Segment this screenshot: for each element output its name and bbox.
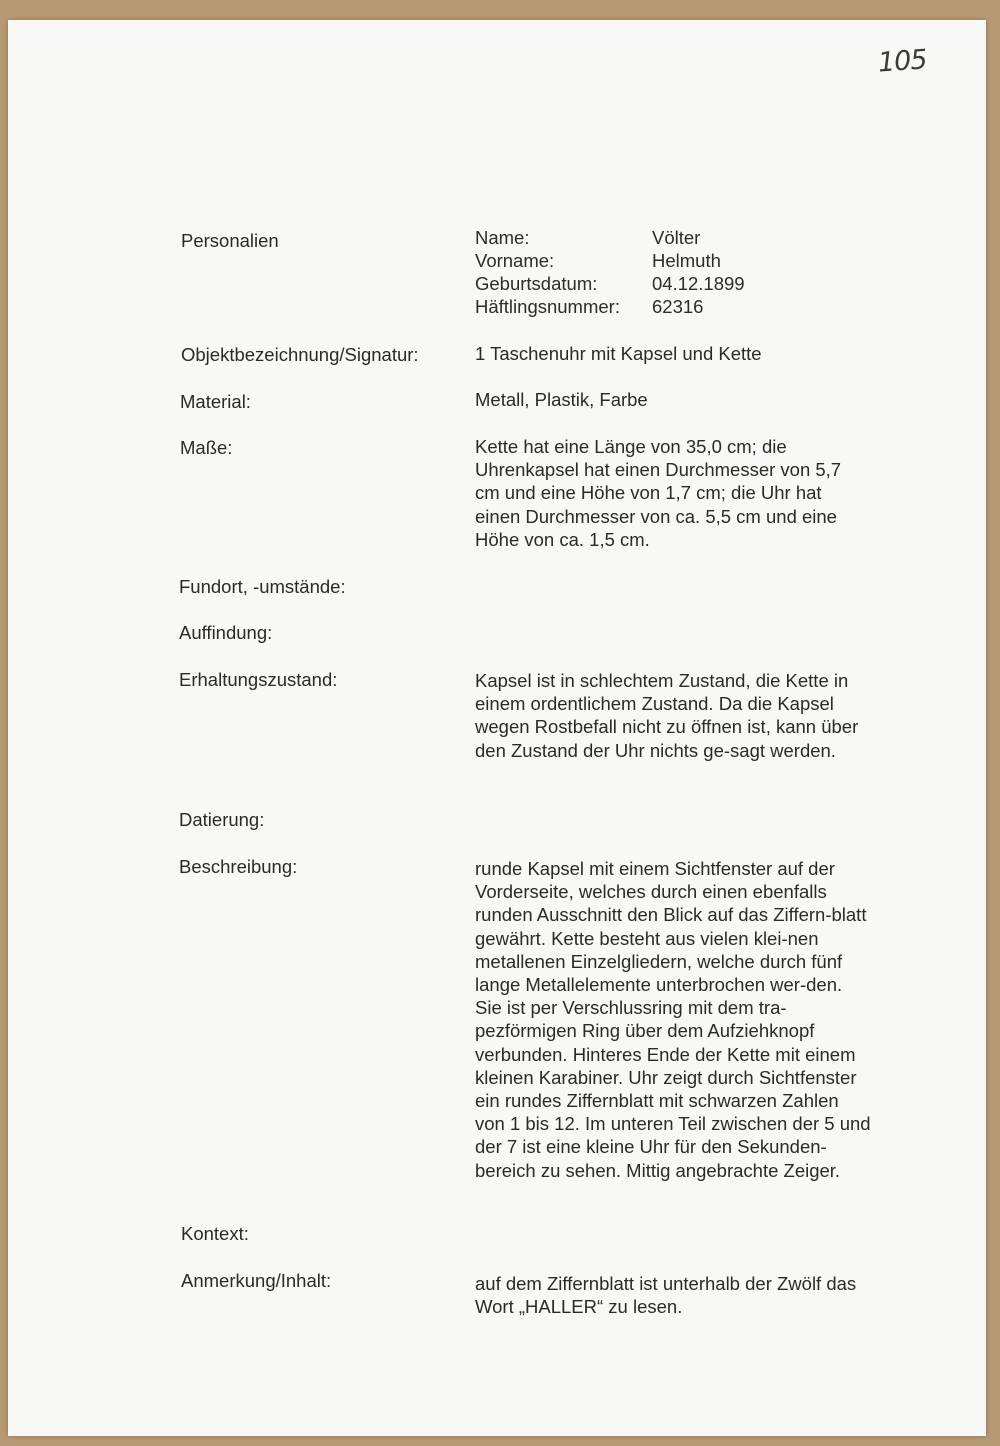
- objekt-label: Objektbezeichnung/Signatur:: [181, 344, 419, 365]
- personalien-fields: [475, 226, 745, 318]
- field-vorname: [475, 249, 745, 272]
- masse-label: Maße:: [180, 437, 233, 458]
- anmerkung-label: Anmerkung/Inhalt:: [181, 1270, 332, 1291]
- personalien-label: Personalien: [181, 230, 279, 251]
- erhaltung-value: Kapsel ist in schlechtem Zustand, die Kette in einem ordentlichem Zustand. Da die Kapsel wegen Rostbefall nicht zu öffnen ist, kann über den Zustand der Uhr nichts ge-sagt werden.: [475, 670, 859, 761]
- field-haeftlingsnummer: [475, 295, 745, 318]
- masse-value: Kette hat eine Länge von 35,0 cm; die Uhrenkapsel hat einen Durchmesser von 5,7 cm und eine Höhe von 1,7 cm; die Uhr hat einen Durchmesser von ca. 5,5 cm und eine Höhe von ca. 1,5 cm.: [475, 436, 842, 550]
- beschreibung-value: runde Kapsel mit einem Sichtfenster auf der Vorderseite, welches durch einen ebenfalls runden Ausschnitt den Blick auf das Ziffern-blatt gewährt. Kette besteht aus vielen klei-nen metallenen Einzelgliedern, welche durch fünf lange Metallelemente unterbrochen wer-den. Sie ist per Verschlussring mit dem tra-pezförmigen Ring über dem Aufziehknopf verbunden. Hinteres Ende der Kette mit einem kleinen Karabiner. Uhr zeigt durch Sichtfenster ein rundes Ziffernblatt mit schwarzen Zahlen von 1 bis 12. Im unteren Teil zwischen der 5 und der 7 ist eine kleine Uhr für den Sekunden-bereich zu sehen. Mittig angebrachte Zeiger.: [475, 858, 871, 1181]
- material-label: Material:: [180, 391, 251, 412]
- field-key: Häftlingsnummer:: [475, 296, 620, 317]
- field-value: 62316: [652, 296, 704, 317]
- field-value: 04.12.1899: [652, 273, 745, 294]
- fundort-label: Fundort, -umstände:: [179, 576, 346, 597]
- beschreibung-label: Beschreibung:: [179, 856, 298, 877]
- objekt-value: 1 Taschenuhr mit Kapsel und Kette: [475, 343, 762, 364]
- field-value: Helmuth: [652, 250, 721, 271]
- auffindung-label: Auffindung:: [179, 622, 273, 643]
- erhaltung-label: Erhaltungszustand:: [179, 669, 338, 690]
- material-value: Metall, Plastik, Farbe: [475, 389, 648, 410]
- field-key: Vorname:: [475, 250, 555, 271]
- kontext-label: Kontext:: [181, 1223, 249, 1244]
- field-name: [475, 226, 745, 249]
- field-key: Name:: [475, 227, 530, 248]
- datierung-label: Datierung:: [179, 809, 265, 830]
- field-key: Geburtsdatum:: [475, 273, 598, 294]
- field-value: Völter: [652, 227, 701, 248]
- anmerkung-value: auf dem Ziffernblatt ist unterhalb der Zwölf das Wort „HALLER“ zu lesen.: [475, 1273, 857, 1318]
- handwritten-page-number: 105: [876, 44, 928, 79]
- field-geburtsdatum: [475, 272, 745, 295]
